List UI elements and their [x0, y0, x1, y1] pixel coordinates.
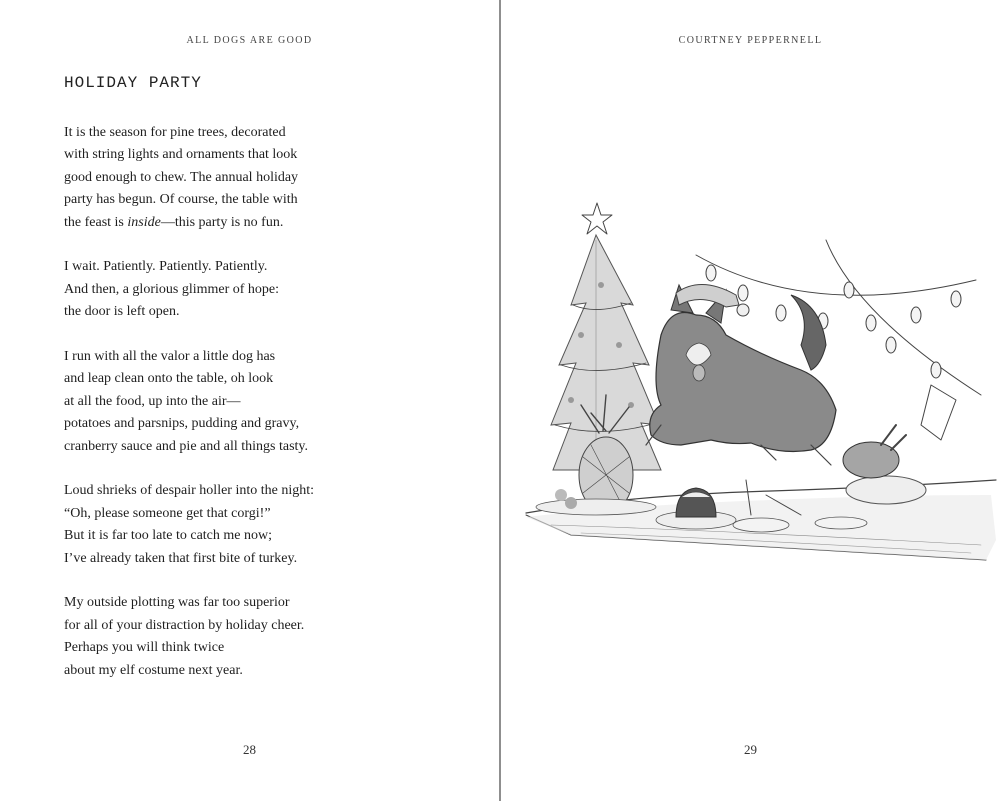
poem-line: My outside plotting was far too superior: [64, 595, 290, 611]
turkey-drawing: [843, 385, 956, 504]
left-page: [0, 0, 499, 801]
poem-line: I wait. Patiently. Patiently. Patiently.: [64, 259, 268, 275]
emphasized-word: inside: [127, 214, 161, 230]
corgi-holiday-illustration: [511, 195, 1000, 580]
poem-line: “Oh, please someone get that corgi!”: [64, 505, 271, 521]
stanza: [64, 122, 484, 234]
stanza: [64, 592, 484, 682]
running-head-book-title: ALL DOGS ARE GOOD: [186, 35, 313, 46]
page-number-right: 29: [744, 742, 757, 757]
poem-line: for all of your distraction by holiday cheer.: [64, 617, 305, 633]
stanza: [64, 256, 484, 323]
poem-title: HOLIDAY PARTY: [64, 74, 202, 92]
poem-line: the feast is inside—this party is no fun.: [64, 214, 284, 230]
poem-line: and leap clean onto the table, oh look: [64, 371, 274, 387]
poem-line: Loud shrieks of despair holler into the night:: [64, 483, 315, 499]
corgi-drawing: [646, 284, 836, 465]
poem-line: I run with all the valor a little dog has: [64, 349, 276, 365]
poem-line: And then, a glorious glimmer of hope:: [64, 281, 280, 297]
poem-line: cranberry sauce and pie and all things tasty.: [64, 438, 309, 454]
poem-line: But it is far too late to catch me now;: [64, 528, 273, 544]
poem-line: the door is left open.: [64, 304, 180, 320]
poem-line: I’ve already taken that first bite of turkey.: [64, 550, 298, 566]
page-number-left: 28: [243, 742, 256, 757]
poem-line: with string lights and ornaments that look: [64, 147, 298, 163]
poem-body: [64, 122, 484, 704]
poem-line: party has begun. Of course, the table with: [64, 192, 298, 208]
poem-line: It is the season for pine trees, decorated: [64, 125, 286, 140]
stanza: [64, 480, 484, 570]
poem-line: potatoes and parsnips, pudding and gravy,: [64, 416, 300, 432]
stanza: [64, 346, 484, 458]
poem-line: at all the food, up into the air—: [64, 393, 241, 409]
poem-line: Perhaps you will think twice: [64, 640, 225, 656]
running-head-author: COURTNEY PEPPERNELL: [678, 35, 823, 46]
poem-line: good enough to chew. The annual holiday: [64, 169, 299, 185]
right-page: [501, 0, 1000, 801]
poem-line: about my elf costume next year.: [64, 662, 243, 678]
